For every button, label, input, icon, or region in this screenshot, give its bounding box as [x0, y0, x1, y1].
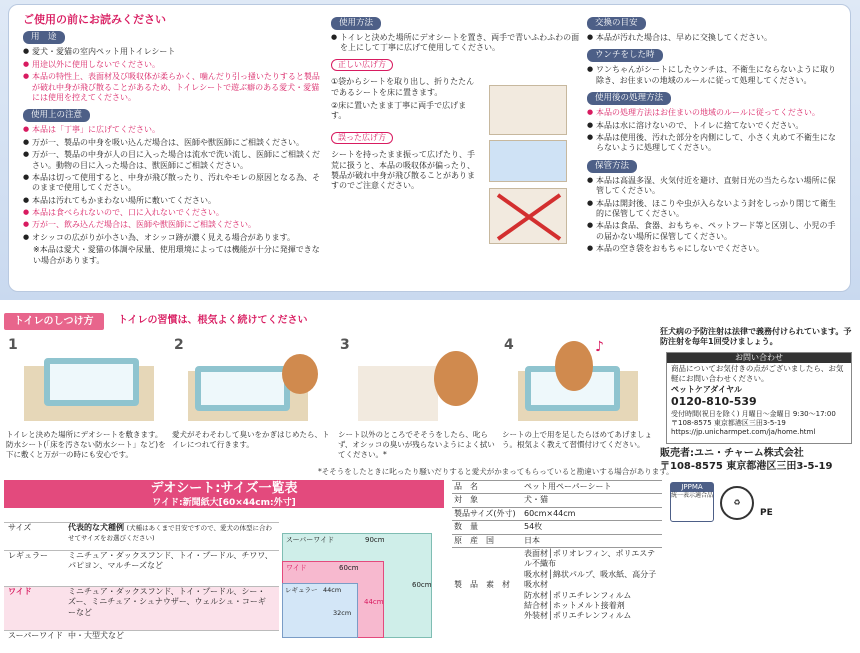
poop-item: ● ワンちゃんがシートにしたウンチは、不衛生にならないように取り除き、お住まいの地域のルールに従って処理してください。 — [587, 65, 842, 86]
use-item: ● 用途以外に使用しないでください。 — [23, 60, 323, 70]
caution-item: ● 万が一、飲み込んだ場合は、医師や獣医師にご相談ください。 — [23, 220, 323, 230]
size-row-wide — [4, 586, 279, 630]
col-breed-label: 代表的な犬種例 — [68, 523, 124, 532]
step-text: シート以外のところでそそうをしたら、叱らず、オシッコの臭いが残らないようによく拭いてください。* — [338, 430, 495, 459]
pe-mark: PE — [760, 508, 773, 518]
use-item: ● 愛犬・愛猫の室内ペット用トイレシート — [23, 47, 323, 57]
breed-list: 中・大型犬など — [68, 631, 124, 640]
spec-value: 54枚 — [522, 521, 662, 534]
disposal-label: 使用後の処理方法 — [587, 92, 671, 105]
caution-item: ● 万が一、製品の中身が人の目に入った場合は流水で洗い流し、医師にご相談ください。動物の目に入った場合は、獣医師にご相談ください。 — [23, 150, 323, 171]
exchange-item: ● 本品が汚れた場合は、早めに交換してください。 — [587, 33, 842, 43]
poop-label: ウンチをした時 — [587, 49, 663, 62]
phone-number[interactable]: 0120-810-539 — [671, 395, 757, 409]
storage-item: ● 本品は高温多湿、火気付近を避け、直射日光の当たらない場所に保管してください。 — [587, 176, 842, 197]
before-use-title: ご使用の前にお読みください — [23, 13, 166, 26]
caution-item: ● 本品は「丁寧」に広げてください。 — [23, 125, 323, 135]
material-item: 外装材│ポリエチレンフィルム — [524, 611, 632, 621]
material-item: 結合材│ホットメルト接着剤 — [524, 600, 625, 610]
cross-icon — [490, 189, 568, 245]
col-size: サイズ — [8, 523, 32, 532]
disposal-item: ● 本品は水に溶けないので、トイレに捨てないでください。 — [587, 121, 842, 131]
breed-list: ミニチュア・ダックスフンド、トイ・プードル、チワワ、パピヨン、マルチーズなど — [68, 551, 273, 571]
material-item: 吸水材│綿状パルプ、吸水紙、高分子吸水材 — [524, 569, 657, 590]
material-item: 防水材│ポリエチレンフィルム — [524, 590, 632, 600]
disposal-item: ● 本品は使用後、汚れた部分を内側にして、小さく丸めて不衛生にならないように処理してください。 — [587, 133, 842, 154]
storage-item: ● 本品は開封後、ほこりや虫が入らないよう封をしっかり閉じて衛生的に保管してください。 — [587, 199, 842, 220]
correct-step: ②床に置いたまま丁寧に両手で広げます。 — [331, 101, 467, 121]
spec-key: 原 産 国 — [452, 534, 522, 547]
material-label: 製 品 素 材 — [452, 547, 522, 622]
size-list-title: デオシート:サイズ一覧表 — [150, 481, 298, 496]
caution-item: ● 万が一、製品の中身を吸い込んだ場合は、医師や獣医師にご相談ください。 — [23, 138, 323, 148]
caution-item: ● オシッコの広がりが小さい為、オシッコ跡が濃く見える場合があります。 — [23, 233, 323, 243]
exchange-label: 交換の目安 — [587, 17, 646, 30]
inquiry-text: 商品についてお気付きの点がございましたら、お気軽にお問い合わせください。 — [671, 364, 844, 384]
inquiry-hours: 受付時間(祝日を除く) 月曜日〜金曜日 9:30〜17:00 — [671, 409, 836, 418]
inquiry-head: お問い合わせ — [667, 353, 851, 363]
disposal-item: ● 本品の処理方法はお住まいの地域のルールに従ってください。 — [587, 108, 842, 118]
jppma-text: JPPMA — [671, 483, 713, 492]
super-wide-label: スーパーワイド — [286, 536, 335, 544]
storage-label: 保管方法 — [587, 160, 637, 173]
step-number: 3 — [340, 337, 350, 353]
training-step-1 — [4, 336, 166, 459]
size-diagram — [282, 533, 440, 643]
spec-row — [452, 507, 662, 520]
spec-row — [452, 547, 662, 622]
inquiry-box — [666, 352, 852, 444]
unfold-step2-image — [489, 140, 567, 182]
storage-item: ● 本品は食品、食器、おもちゃ、ペットフード等と区別し、小児の手の届かない場所に保管してください。 — [587, 221, 842, 242]
spec-value: ペット用ペーパーシート — [522, 481, 662, 494]
before-use-column — [23, 13, 323, 266]
toilet-tray — [195, 366, 290, 411]
wrong-unfold-image — [489, 188, 567, 244]
breed-list: ミニチュア・ダックスフンド、トイ・プードル、シー・ズー、ミニチュア・シュナウザー、ウェルシュ・コーギーなど — [68, 587, 266, 617]
regular-box — [282, 583, 358, 638]
use-label: 用 途 — [23, 31, 65, 44]
training-step-4 — [500, 336, 660, 449]
wrong-tag: 誤った広げ方 — [331, 132, 393, 144]
step-number: 2 — [174, 337, 184, 353]
correct-step: ①袋からシートを取り出し、折りたたんであるシートを床に置きます。 — [331, 77, 475, 97]
spec-table — [452, 480, 662, 623]
spec-row — [452, 521, 662, 534]
training-title: トイレのしつけ方 — [4, 313, 104, 330]
size-name: レギュラー — [8, 551, 48, 560]
size-name: スーパーワイド — [8, 631, 63, 640]
spec-row — [452, 494, 662, 507]
seller-address: 〒108-8575 東京都港区三田3-5-19 — [660, 461, 833, 472]
jppma-sub: 統一表示適合品 — [671, 492, 714, 500]
step-text: 愛犬がそわそわして臭いをかぎはじめたら、トイレにつれて行きます。 — [172, 430, 330, 449]
wide-width: 60cm — [339, 564, 359, 572]
seller-name: ユニ・チャーム株式会社 — [694, 448, 804, 459]
spec-row — [452, 534, 662, 547]
step-text: トイレと決めた場所にデオシートを敷きます。防水シート(「床を汚さない防水シート」など)を下に敷くと万が一の時にも安心です。 — [6, 430, 166, 459]
dog-image — [555, 341, 593, 391]
spec-value: 犬・猫 — [522, 494, 662, 507]
material-item: 表面材│ポリオレフィン、ポリエステル不織布 — [524, 548, 656, 569]
dial-label: ペットケアダイヤル — [671, 384, 743, 394]
training-step-2 — [170, 336, 330, 449]
usage-intro: ● トイレと決めた場所にデオシートを置き、両手で青いふわふわの面を上にして丁寧に広げて使用してください。 — [331, 33, 581, 54]
step-number: 4 — [504, 337, 514, 353]
rabies-notice: 狂犬病の予防注射は法律で義務付けられています。予防注射を毎年1回受けましょう。 — [660, 327, 852, 347]
spec-key: 品 名 — [452, 481, 522, 494]
spec-row — [452, 481, 662, 494]
seller-label: 販売者: — [660, 448, 694, 459]
dog-image — [282, 354, 318, 394]
inquiry-address: 〒108-8575 東京都港区三田3-5-19 — [671, 418, 786, 427]
instruction-panel — [8, 4, 851, 292]
regular-width: 44cm — [323, 586, 342, 594]
unfold-step1-image — [489, 85, 567, 135]
recycle-icon: ♻ — [720, 486, 754, 520]
use-item: ● 本品の特性上、表面材及び吸収体が柔らかく、噛んだり引っ掻いたりすると製品が破れ中身が飛び散ることがあるため、トイレシートで遊ぶ癖のある愛犬・愛猫には使用を控えてください。 — [23, 72, 323, 103]
regular-height: 32cm — [333, 609, 352, 617]
wide-height: 44cm — [364, 598, 384, 606]
spec-value: 日本 — [522, 534, 662, 547]
usage-label: 使用方法 — [331, 17, 381, 30]
seller-info — [660, 447, 855, 473]
size-row-super-wide — [4, 630, 279, 650]
caution-item: ● 本品は切って使用すると、中身が飛び散ったり、汚れやモレの原因となる為、そのままで使用してください。 — [23, 173, 323, 194]
caution-label: 使用上の注意 — [23, 109, 90, 122]
storage-item: ● 本品の空き袋をおもちゃにしないでください。 — [587, 244, 842, 254]
caution-item: ● 本品は食べられないので、口に入れないでください。 — [23, 208, 323, 218]
inquiry-url[interactable]: https://jp.unicharmpet.com/ja/home.html — [671, 427, 816, 436]
caution-note: ※本品は愛犬・愛猫の体調や尿量、使用環境によっては機能が十分に発揮できない場合があります。 — [33, 245, 320, 265]
spec-key: 対 象 — [452, 494, 522, 507]
size-row-regular — [4, 550, 279, 586]
caution-item: ● 本品は汚れてもかまわない場所に敷いてください。 — [23, 196, 323, 206]
wrong-text: シートを持ったまま振って広げたり、手荒に扱うと、本品の吸収体が偏ったり、製品が破れ中身が飛び散ることがありますのでご注意ください。 — [331, 150, 475, 191]
super-wide-height: 60cm — [412, 581, 432, 589]
size-list-subtitle: ワイド:新聞紙大[60×44cm:外寸] — [152, 498, 296, 508]
spec-key: 数 量 — [452, 521, 522, 534]
col-breed — [68, 523, 273, 544]
step-number: 1 — [8, 337, 18, 353]
regular-label: レギュラー — [285, 586, 318, 594]
training-step-3 — [336, 336, 496, 459]
spec-key: 製品サイズ(外寸) — [452, 507, 522, 520]
size-list-header — [4, 480, 444, 508]
spec-value: 60cm×44cm — [522, 507, 662, 520]
music-note-icon: ♪ — [595, 339, 604, 355]
training-subtitle: トイレの習慣は、根気よく続けてください — [118, 315, 308, 326]
training-footnote: *そそうをしたときに叱ったり騒いだりすると愛犬がかまってもらっていると勘違いする場合があります。 — [318, 467, 674, 476]
step-text: シートの上で用を足したらほめてあげましょう。根気よく教えて習慣付けてください。 — [502, 430, 652, 449]
wide-label: ワイド — [286, 564, 307, 572]
size-name: ワイド — [8, 587, 32, 596]
correct-tag: 正しい広げ方 — [331, 59, 393, 71]
floor-mat — [358, 366, 438, 421]
jppma-logo — [670, 482, 714, 522]
dog-image — [434, 351, 478, 406]
right-column — [587, 13, 842, 257]
size-header-row — [4, 522, 279, 550]
super-wide-width: 90cm — [365, 536, 385, 544]
toilet-tray — [44, 358, 139, 406]
col-note: (犬種はあくまで目安ですので、愛犬の体型に合わせてサイズをお選びください) — [68, 524, 272, 543]
